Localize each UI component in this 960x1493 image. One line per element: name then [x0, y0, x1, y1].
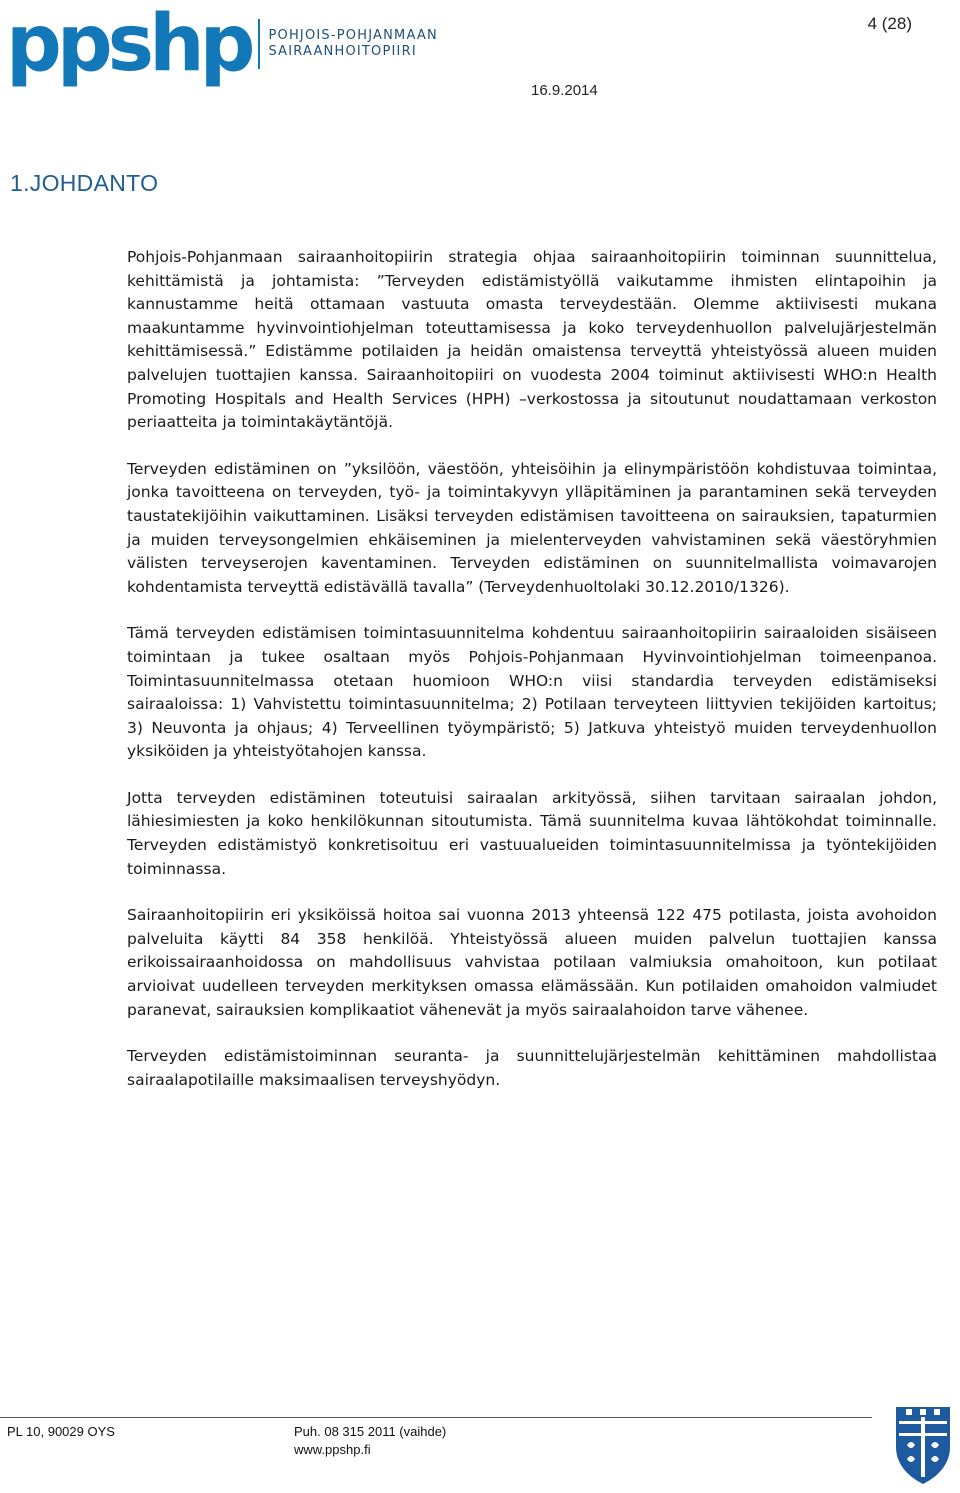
footer-phone: Puh. 08 315 2011 (vaihde) [294, 1424, 447, 1439]
body-text [127, 246, 937, 1115]
logo-subtitle-line1: POHJOIS-POHJANMAAN [268, 28, 438, 43]
ppshp-logo [6, 0, 438, 89]
logo-subtitle-line2: SAIRAANHOITOPIIRI [268, 44, 417, 59]
paragraph-2: Terveyden edistäminen on ”yksilöön, väestöön, yhteisöihin ja elinympäristöön kohdistuvaa toimintaa, jonka tavoitteena on terveyden, työ- ja toimintakyvyn ylläpitäminen ja parantaminen sekä terveyden taustatekijöihin vaikuttaminen. Lisäksi terveyden edistämisen tavoitteena on sairauksien, tapaturmien ja muiden terveysongelmien ehkäiseminen ja mielenterveyden vahvistaminen sekä väestöryhmien välisten terveyserojen kaventaminen. Terveyden edistäminen on suunnitelmallista voimavarojen kohdentamista terveyttä edistävällä tavalla” (Terveydenhuoltolaki 30.12.2010/1326). [127, 459, 937, 596]
footer-address: PL 10, 90029 OYS [7, 1424, 115, 1439]
footer-divider [0, 1417, 872, 1418]
paragraph-3: Tämä terveyden edistämisen toimintasuunnitelma kohdentuu sairaanhoitopiirin sairaaloiden sisäiseen toimintaan ja tukee osaltaan myös Pohjois-Pohjanmaan Hyvinvointiohjelman toimeenpanoa. Toimintasuunnitelmassa otetaan huomioon WHO:n viisi standardia terveyden edistämiseksi sairaaloissa: 1) Vahvistettu toimintasuunnitelma; 2) Potilaan terveyteen liittyvien tekijöiden kartoitus; 3) Neuvonta ja ohjaus; 4) Terveellinen työympäristö; 5) Jatkuva yhteistyö muiden terveydenhuollon yksiköiden ja yhteistyötahojen kanssa. [127, 624, 937, 761]
paragraph-6: Terveyden edistämistoiminnan seuranta- ja suunnittelujärjestelmän kehittäminen mahdollistaa sairaalapotilaille maksimaalisen terveyshyödyn. [127, 1047, 937, 1089]
logo-subtitle [268, 28, 437, 60]
logo-wordmark: ppshp [6, 0, 251, 89]
section-heading: 1.JOHDANTO [10, 170, 159, 196]
paragraph-4: Jotta terveyden edistäminen toteutuisi sairaalan arkityössä, siihen tarvitaan sairaalan johdon, lähiesimiesten ja koko henkilökunnan sitoutumista. Tämä suunnitelma kuvaa lähtökohdat toiminnalle. Terveyden edistämistyö konkretisoituu eri vastuualueiden toimintasuunnitelmissa ja työntekijöiden toiminnassa. [127, 788, 937, 878]
coat-of-arms-icon [893, 1403, 953, 1487]
logo-divider [258, 19, 260, 69]
paragraph-5: Sairaanhoitopiirin eri yksiköissä hoitoa sai vuonna 2013 yhteensä 122 475 potilasta, joista avohoidon palveluita käytti 84 358 henkilöä. Yhteistyössä alueen muiden palvelun tuottajien kanssa erikoissairaanhoidossa on mahdollisuus vahvistaa potilaan valmiuksia omahoitoon, kun potilaat arvioivat uudelleen terveyden merkityksen omassa elämässään. Kun potilaiden omahoidon valmiudet paranevat, sairauksien komplikaatiot vähenevät ja myös sairaalahoidon tarve vähenee. [127, 906, 937, 1019]
document-date: 16.9.2014 [531, 82, 598, 99]
footer-website[interactable]: www.ppshp.fi [294, 1442, 371, 1457]
page-number: 4 (28) [867, 14, 912, 33]
paragraph-1: Pohjois-Pohjanmaan sairaanhoitopiirin strategia ohjaa sairaanhoitopiirin toiminnan suunnittelua, kehittämistä ja johtamista: ”Terveyden edistämistyöllä vaikutamme ihmisten elintapoihin ja kannustamme heitä ottamaan vastuuta omasta terveydestään. Olemme aktiivisesti mukana maakuntamme hyvinvointiohjelman toteuttamisessa ja koko terveydenhuollon palvelujärjestelmän kehittämisessä.” Edistämme potilaiden ja heidän omaistensa terveyttä yhteistyössä alueen muiden palvelujen tuottajien kanssa. Sairaanhoitopiiri on vuodesta 2004 toiminut aktiivisesti WHO:n Health Promoting Hospitals and Health Services (HPH) –verkostossa ja sitoutunut noudattamaan verkoston periaatteita ja toimintakäytäntöjä. [127, 248, 937, 432]
